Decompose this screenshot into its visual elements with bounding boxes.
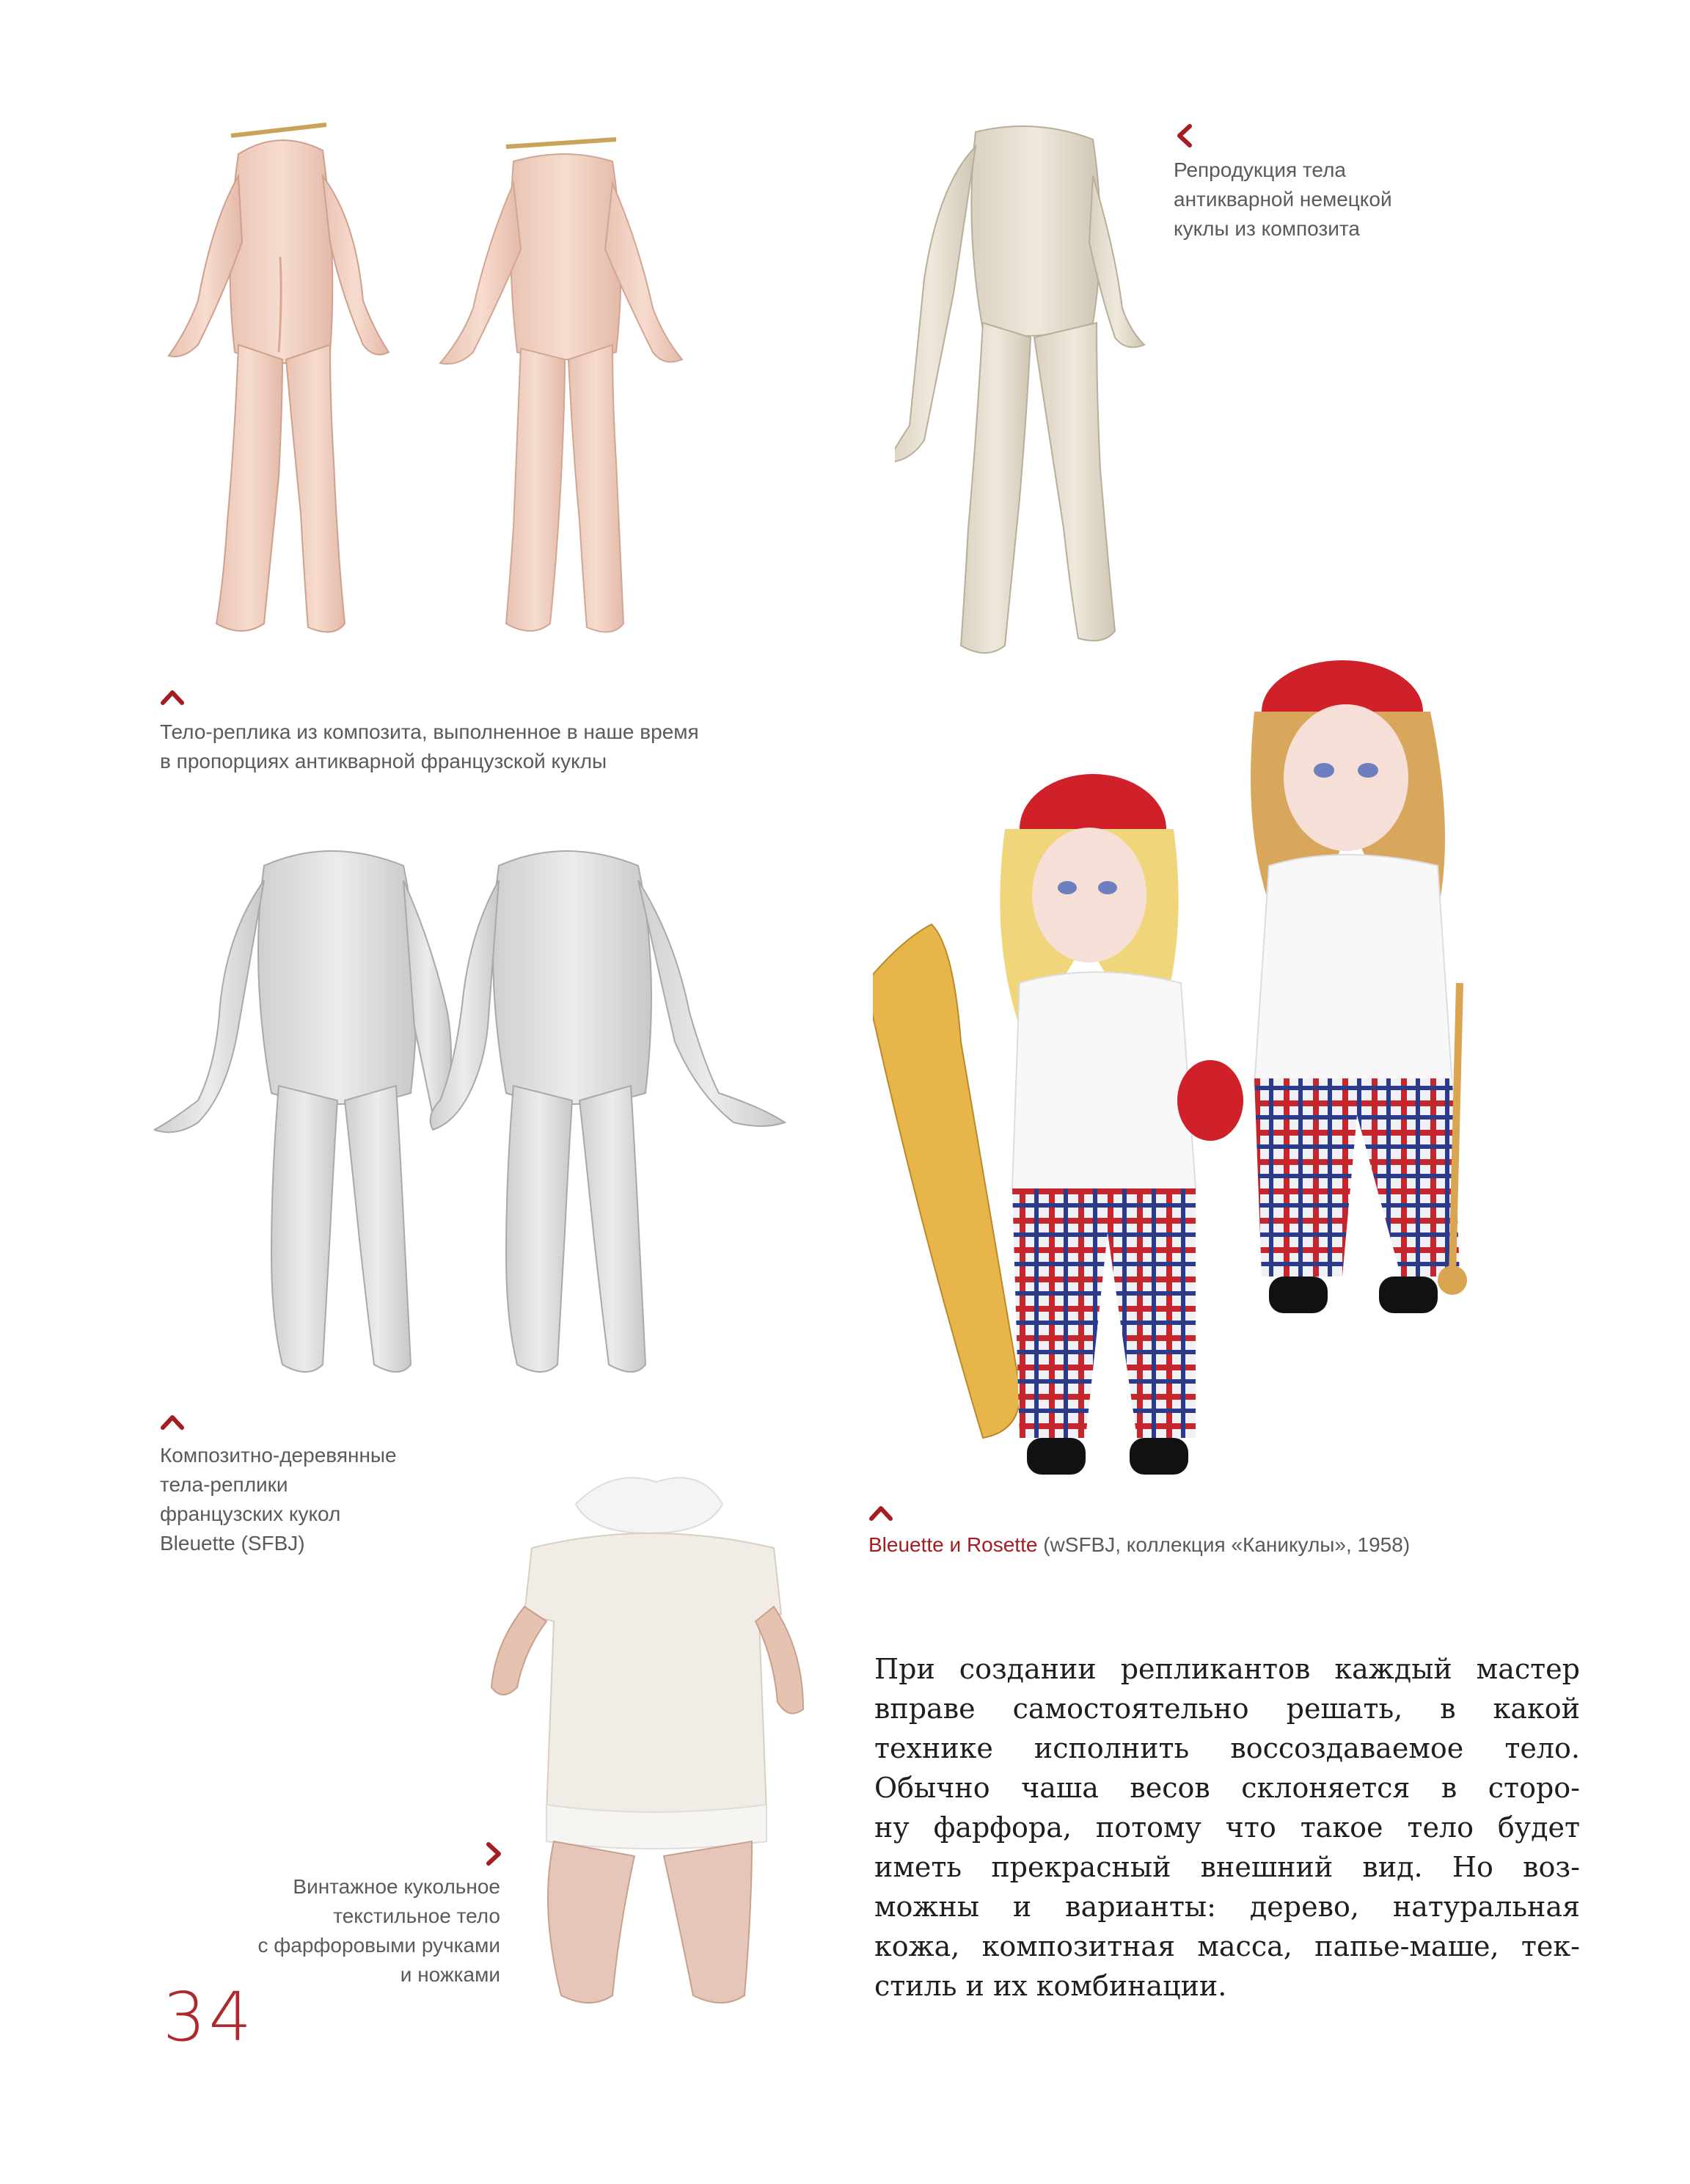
body-paragraph <box>874 1649 1580 2006</box>
paragraph-line: Обычно чаша весов склоняется в сторо- <box>874 1772 1580 1804</box>
caption-highlight: Bleuette и Rosette <box>868 1533 1038 1556</box>
caption-line: Bleuette (SFBJ) <box>160 1532 305 1555</box>
chevron-right-icon <box>481 1841 506 1866</box>
chevron-up-icon <box>160 1410 185 1435</box>
photo-german-composite-body <box>895 117 1159 675</box>
paragraph-line: кожа, композитная масса, папье-маше, тек- <box>874 1930 1580 1962</box>
caption-bleuette-rosette <box>868 1530 1410 1560</box>
doll-body-illustration <box>895 117 1159 675</box>
caption-line: Винтажное кукольное <box>293 1875 500 1898</box>
caption-line: тела-реплики <box>160 1473 288 1496</box>
page-number: 34 <box>163 1978 255 2056</box>
caption-line: куклы из композита <box>1174 217 1360 240</box>
caption-german-body <box>1174 156 1392 244</box>
caption-line: антикварной немецкой <box>1174 188 1392 211</box>
caption-line: и ножками <box>400 1963 500 1986</box>
paragraph-line: технике исполнить воссоздаваемое тело. <box>874 1732 1580 1764</box>
paragraph-line: иметь прекрасный внешний вид. Но воз- <box>874 1851 1580 1883</box>
photo-vintage-textile-body <box>480 1467 825 2010</box>
dolls-illustration <box>873 631 1570 1497</box>
caption-line: текстильное тело <box>333 1904 500 1927</box>
caption-line: Репродукция тела <box>1174 158 1346 181</box>
paragraph-line: вправе самостоятельно решать, в какой <box>874 1692 1580 1725</box>
paragraph-line: можны и варианты: дерево, натуральная <box>874 1891 1580 1923</box>
photo-bleuette-bodies <box>154 822 836 1409</box>
caption-line: Тело-реплика из композита, выполненное в наше время <box>160 720 699 743</box>
caption-line: французских кукол <box>160 1502 341 1525</box>
doll-body-illustration <box>154 822 836 1409</box>
chevron-up-icon <box>868 1501 893 1526</box>
doll-body-illustration <box>480 1467 825 2010</box>
caption-rest: (wSFBJ, коллекция «Каникулы», 1958) <box>1037 1533 1411 1556</box>
caption-vintage-textile <box>169 1872 500 1990</box>
paragraph-line: стиль и их комбинации. <box>874 1970 1227 2002</box>
caption-french-replica <box>160 717 699 776</box>
caption-line: с фарфоровыми ручками <box>257 1934 500 1957</box>
caption-line: в пропорциях антикварной французской куклы <box>160 750 607 773</box>
chevron-left-icon <box>1172 123 1197 148</box>
caption-line: Композитно-деревянные <box>160 1444 397 1467</box>
photo-french-replica-bodies <box>154 110 829 682</box>
caption-bleuette-bodies <box>160 1441 397 1558</box>
paragraph-line: При создании репликантов каждый мастер <box>874 1653 1580 1685</box>
photo-bleuette-rosette <box>873 631 1570 1497</box>
chevron-up-icon <box>160 685 185 710</box>
caption-line <box>868 1530 1410 1560</box>
paragraph-line: ну фарфора, потому что такое тело будет <box>874 1811 1580 1844</box>
doll-body-illustration <box>154 110 829 682</box>
